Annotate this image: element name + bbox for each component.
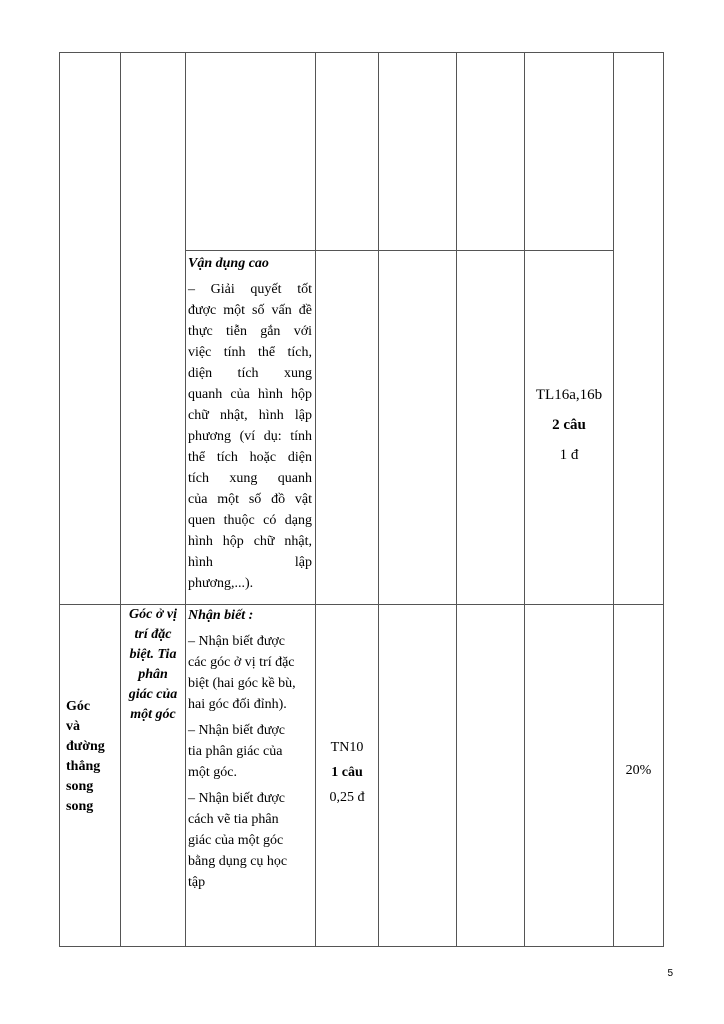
topic-line: Góc ở vị xyxy=(129,607,177,622)
text-line: giác của một góc xyxy=(188,833,284,848)
topic-line: phân xyxy=(138,667,168,682)
question-points: 1 đ xyxy=(559,447,579,463)
percentage-value: 20% xyxy=(625,763,652,778)
column-border xyxy=(315,52,316,947)
question-points: 0,25 đ xyxy=(329,790,365,805)
page-number: 5 xyxy=(667,968,673,979)
percentage-cell xyxy=(614,760,663,781)
chapter-cell xyxy=(66,697,118,817)
text-line: phương (ví dụ: tính xyxy=(188,429,312,444)
table-border-bottom xyxy=(59,946,664,947)
text-line: phương,...). xyxy=(188,576,254,591)
text-line: tia phân giác của xyxy=(188,744,283,759)
text-line: biệt (hai góc kề bù, xyxy=(188,676,296,691)
table-border-top xyxy=(59,52,664,53)
text-line: tập xyxy=(188,875,206,890)
text-line: quanh của hình hộp xyxy=(188,387,312,402)
column-border xyxy=(185,52,186,947)
row-divider-inner xyxy=(185,250,613,251)
text-line: hai góc đối đỉnh). xyxy=(188,697,287,712)
chapter-line: thẳng xyxy=(66,759,101,774)
question-count: 2 câu xyxy=(552,417,586,433)
text-line: của một số đồ vật xyxy=(188,492,312,507)
column-border xyxy=(59,52,60,947)
topic-line: giác của xyxy=(128,687,178,702)
text-line: việc tính thể tích, xyxy=(188,345,312,360)
text-line: một góc. xyxy=(188,765,237,780)
requirement-cell-recognize xyxy=(188,605,314,893)
text-line: các góc ở vị trí đặc xyxy=(188,655,295,670)
column-border xyxy=(456,52,457,947)
text-line: – Nhận biết được xyxy=(188,723,286,738)
requirement-paragraph xyxy=(188,279,312,594)
question-count: 1 câu xyxy=(331,765,363,780)
column-border xyxy=(524,52,525,947)
level-heading: Vận dụng cao xyxy=(188,256,269,271)
table-border-right xyxy=(663,52,664,947)
topic-line: biệt. Tia xyxy=(129,647,177,662)
topic-line: trí đặc xyxy=(134,627,172,642)
text-line: tích xung quanh xyxy=(188,471,312,486)
requirement-item xyxy=(188,720,314,783)
text-line: hình lập xyxy=(188,555,312,570)
text-line: bằng dụng cụ học xyxy=(188,854,288,869)
text-line: quen thuộc có dạng xyxy=(188,513,312,528)
column-border xyxy=(613,52,614,947)
text-line: thực tiễn gắn với xyxy=(188,324,312,339)
topic-cell xyxy=(121,605,185,725)
level-heading: Nhận biết : xyxy=(188,608,254,623)
question-cell-advanced xyxy=(525,380,613,470)
requirement-cell-advanced xyxy=(188,253,312,594)
question-cell-recognize xyxy=(316,735,378,810)
question-code: TL16a,16b xyxy=(535,387,603,403)
requirement-item xyxy=(188,631,314,715)
chapter-line: song xyxy=(66,779,94,794)
chapter-line: và xyxy=(66,719,80,734)
text-line: – Giải quyết tốt xyxy=(188,282,312,297)
column-border xyxy=(120,52,121,947)
chapter-line: Góc xyxy=(66,699,91,714)
text-line: chữ nhật, hình lập xyxy=(188,408,312,423)
topic-line: một góc xyxy=(130,707,176,722)
column-border xyxy=(378,52,379,947)
chapter-line: đường xyxy=(66,739,105,754)
chapter-line: song xyxy=(66,799,94,814)
text-line: hình hộp chữ nhật, xyxy=(188,534,312,549)
text-line: cách vẽ tia phân xyxy=(188,812,279,827)
question-code: TN10 xyxy=(330,740,364,755)
text-line: được một số vấn đề xyxy=(188,303,312,318)
text-line: thể tích hoặc diện xyxy=(188,450,312,465)
requirement-item xyxy=(188,788,314,893)
text-line: – Nhận biết được xyxy=(188,634,286,649)
text-line: diện tích xung xyxy=(188,366,312,381)
text-line: – Nhận biết được xyxy=(188,791,286,806)
